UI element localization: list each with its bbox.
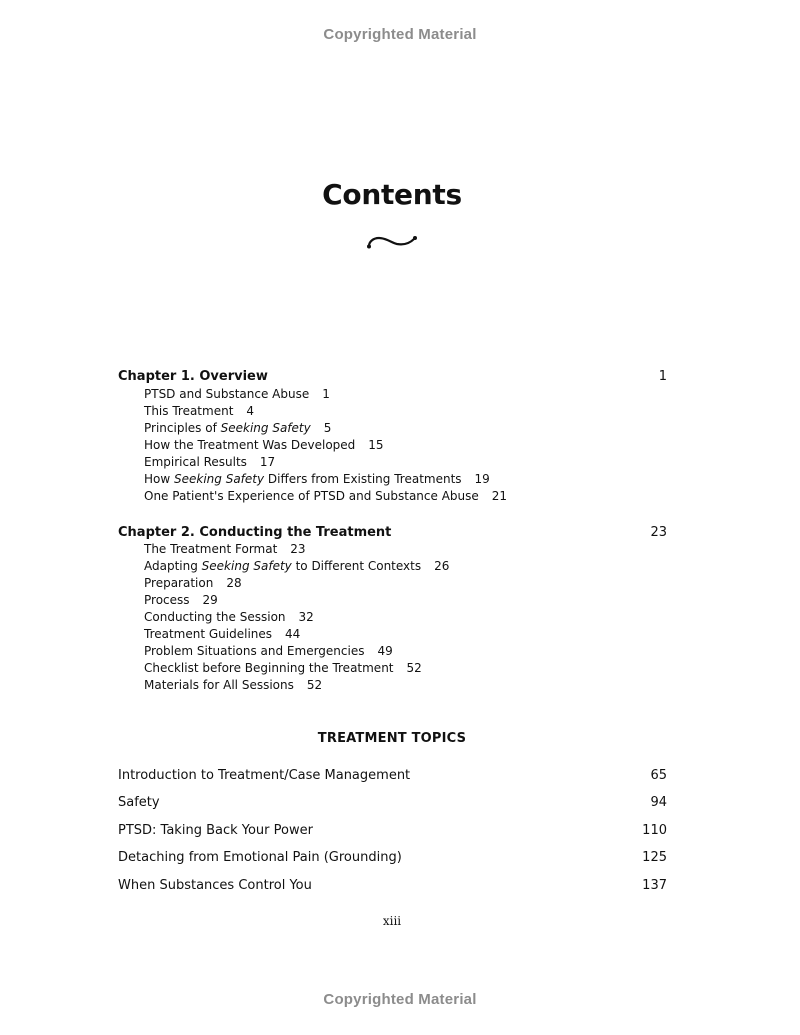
chapter-2-entries — [144, 541, 449, 694]
toc-entry — [144, 677, 449, 694]
entry-page: 15 — [368, 438, 384, 452]
entry-title-italic: Seeking Safety — [201, 559, 292, 573]
toc-entry — [144, 437, 507, 454]
toc-entry — [144, 558, 449, 575]
toc-entry — [144, 643, 449, 660]
entry-page: 1 — [322, 387, 330, 401]
page-title: Contents — [322, 178, 462, 211]
topic-page: 125 — [642, 850, 667, 866]
chapter-1-heading — [118, 368, 667, 385]
treatment-topics-list — [118, 767, 667, 904]
entry-page: 23 — [290, 542, 306, 556]
topic-title: Detaching from Emotional Pain (Grounding) — [118, 850, 402, 866]
entry-page: 19 — [474, 472, 490, 486]
entry-title: Empirical Results — [144, 455, 247, 469]
toc-entry — [144, 488, 507, 505]
toc-entry — [144, 592, 449, 609]
copyright-watermark-bottom: Copyrighted Material — [323, 991, 477, 1008]
chapter-page: 23 — [650, 525, 667, 540]
toc-entry — [144, 420, 507, 437]
entry-page: 17 — [259, 455, 276, 469]
entry-page: 4 — [246, 404, 255, 418]
toc-entry — [144, 471, 507, 488]
entry-title-italic: Seeking Safety — [174, 472, 265, 486]
chapter-2-heading — [118, 524, 667, 541]
entry-page: 28 — [226, 576, 242, 590]
topic-page: 65 — [650, 768, 667, 783]
swash-ornament-icon — [364, 232, 420, 252]
entry-title-italic: Seeking Safety — [220, 421, 311, 435]
toc-entry — [144, 575, 449, 592]
topic-title: When Substances Control You — [118, 877, 312, 893]
topic-row — [118, 822, 667, 849]
toc-entry — [144, 626, 449, 643]
toc-entry — [144, 541, 449, 558]
entry-page: 44 — [285, 627, 301, 641]
entry-title: PTSD and Substance Abuse — [144, 387, 310, 401]
entry-page: 5 — [323, 421, 332, 435]
entry-page: 32 — [298, 610, 314, 624]
entry-page: 52 — [406, 661, 422, 675]
entry-title: to Different Contexts — [291, 559, 422, 573]
toc-entry — [144, 454, 507, 471]
entry-page: 52 — [306, 678, 323, 692]
topic-page: 137 — [642, 877, 667, 893]
topic-row — [118, 767, 667, 794]
toc-entry — [144, 386, 507, 403]
entry-page: 49 — [377, 644, 393, 658]
topic-title: PTSD: Taking Back Your Power — [118, 822, 313, 838]
entry-title: The Treatment Format — [144, 542, 278, 556]
entry-title: How — [144, 472, 174, 486]
entry-title: Differs from Existing Treatments — [264, 472, 462, 486]
chapter-page: 1 — [658, 369, 667, 384]
topic-title: Introduction to Treatment/Case Management — [118, 768, 411, 783]
toc-entry — [144, 403, 507, 420]
entry-title: Treatment Guidelines — [144, 627, 273, 641]
section-heading: TREATMENT TOPICS — [317, 731, 467, 746]
topic-row — [118, 849, 667, 876]
topic-title: Safety — [118, 795, 160, 811]
entry-title: Materials for All Sessions — [144, 678, 294, 692]
topic-row — [118, 794, 667, 821]
chapter-title: Chapter 1. Overview — [118, 369, 268, 384]
topic-row — [118, 877, 667, 904]
entry-title: Problem Situations and Emergencies — [144, 644, 365, 658]
entry-title: Checklist before Beginning the Treatment — [144, 661, 394, 675]
copyright-watermark-top: Copyrighted Material — [323, 26, 477, 43]
entry-title: Conducting the Session — [144, 610, 286, 624]
entry-title: Preparation — [144, 576, 214, 590]
entry-page: 26 — [434, 559, 450, 573]
entry-title: Adapting — [144, 559, 202, 573]
entry-title: Principles of — [144, 421, 221, 435]
topic-page: 110 — [642, 822, 667, 838]
chapter-1-entries — [144, 386, 507, 505]
topic-page: 94 — [650, 795, 667, 811]
toc-entry — [144, 660, 449, 677]
entry-page: 29 — [202, 593, 218, 607]
entry-title: How the Treatment Was Developed — [144, 438, 356, 452]
toc-entry — [144, 609, 449, 626]
chapter-title: Chapter 2. Conducting the Treatment — [118, 525, 392, 540]
entry-title: One Patient's Experience of PTSD and Substance Abuse — [144, 489, 479, 503]
entry-title: Process — [144, 593, 190, 607]
entry-page: 21 — [491, 489, 508, 503]
page-number: xiii — [382, 914, 402, 928]
entry-title: This Treatment — [144, 404, 234, 418]
